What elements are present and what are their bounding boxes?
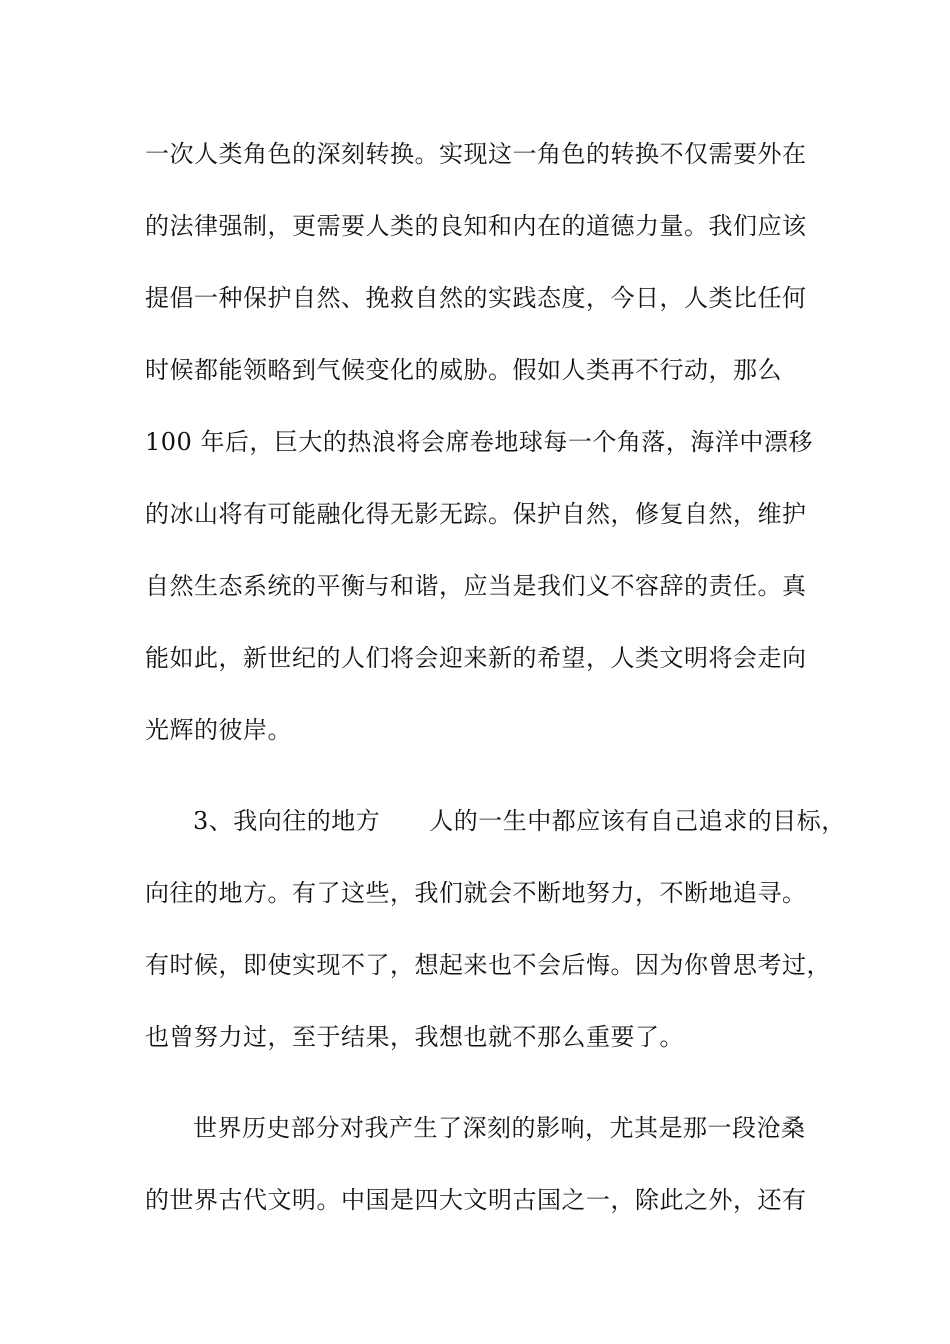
text-line: 自然生态系统的平衡与和谐，应当是我们义不容辞的责任。真 — [145, 572, 807, 600]
text-line: 100 年后，巨大的热浪将会席卷地球每一个角落，海洋中漂移 — [145, 428, 813, 456]
text-line: 向往的地方。有了这些，我们就会不断地努力，不断地追寻。 — [145, 879, 807, 907]
text-line: 的世界古代文明。中国是四大文明古国之一，除此之外，还有 — [145, 1186, 807, 1214]
text-line: 提倡一种保护自然、挽救自然的实践态度，今日，人类比任何 — [145, 284, 807, 312]
text-line: 光辉的彼岸。 — [145, 716, 292, 744]
text-line: 能如此，新世纪的人们将会迎来新的希望，人类文明将会走向 — [145, 644, 807, 672]
text-line: 一次人类角色的深刻转换。实现这一角色的转换不仅需要外在 — [145, 140, 807, 168]
text-line: 也曾努力过，至于结果，我想也就不那么重要了。 — [145, 1023, 684, 1051]
text-line: 有时候，即使实现不了，想起来也不会后悔。因为你曾思考过， — [145, 951, 831, 979]
text-line: 的冰山将有可能融化得无影无踪。保护自然，修复自然，维护 — [145, 500, 807, 528]
paragraph-first-line: 世界历史部分对我产生了深刻的影响，尤其是那一段沧桑 — [193, 1114, 806, 1142]
text-line: 的法律强制，更需要人类的良知和内在的道德力量。我们应该 — [145, 212, 807, 240]
text-line: 时候都能领略到气候变化的威胁。假如人类再不行动，那么 — [145, 356, 782, 384]
paragraph-heading-line: 3、我向往的地方 人的一生中都应该有自己追求的目标， — [193, 807, 846, 835]
